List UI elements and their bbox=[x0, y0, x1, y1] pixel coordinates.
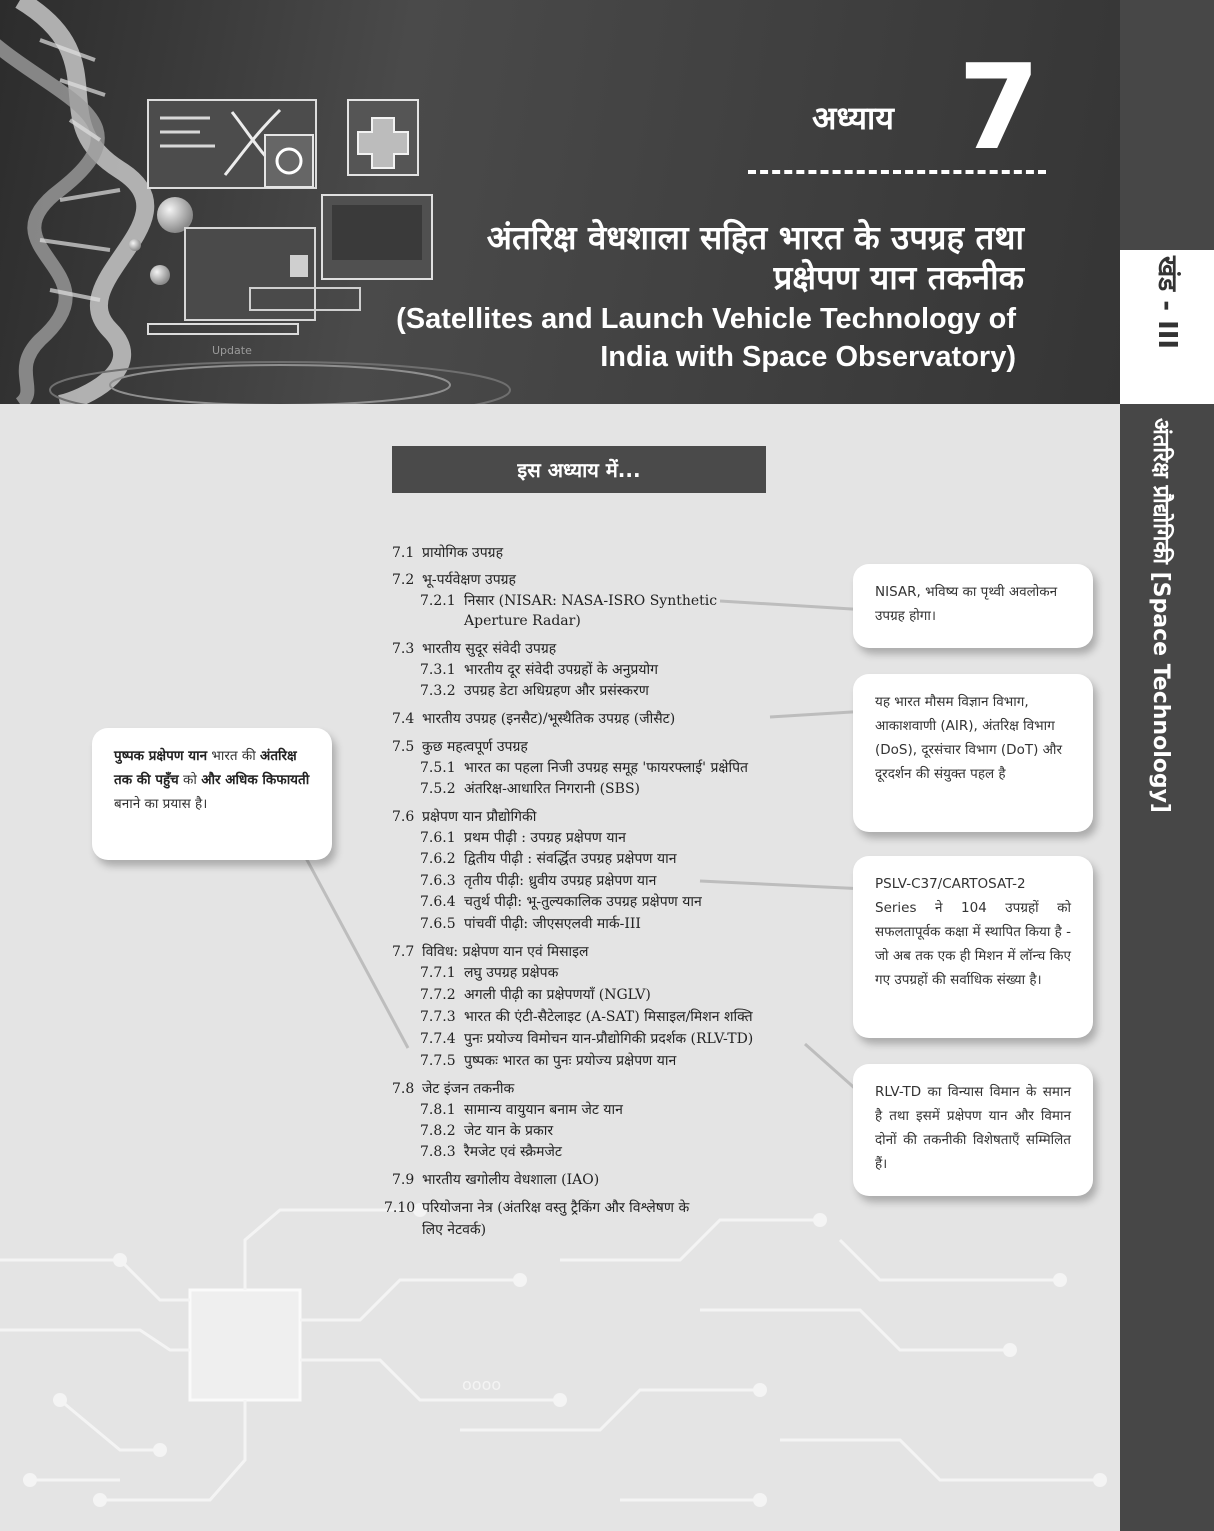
in-chapter-heading: इस अध्याय में... bbox=[392, 446, 766, 493]
toc-subitem: 7.3.1 भारतीय दूर संवेदी उपग्रहों के अनुप्रयोग bbox=[420, 662, 659, 678]
subject-label: अंतरिक्ष प्रौद्योगिकी [Space Technology] bbox=[1148, 418, 1173, 813]
toc-subitem: 7.8.3 रैमजेट एवं स्क्रैमजेट bbox=[420, 1144, 562, 1160]
toc-item: 7.9 भारतीय खगोलीय वेधशाला (IAO) bbox=[392, 1172, 600, 1188]
section-label: खंड - III bbox=[1152, 256, 1182, 350]
toc-item: लिए नेटवर्क) bbox=[422, 1222, 487, 1238]
toc-item: 7.7 विविध: प्रक्षेपण यान एवं मिसाइल bbox=[392, 944, 589, 960]
callout-rlv: RLV-TD का विन्यास विमान के समान है तथा इसमें प्रक्षेपण यान और विमान दोनों की तकनीकी विशेषताएँ सम्मिलित हैं। bbox=[853, 1064, 1093, 1196]
toc-subitem: 7.8.2 जेट यान के प्रकार bbox=[420, 1123, 554, 1139]
toc-subitem: 7.6.4 चतुर्थ पीढ़ी: भू-तुल्यकालिक उपग्रह प्रक्षेपण यान bbox=[420, 894, 702, 910]
toc-subitem: Aperture Radar) bbox=[464, 613, 581, 629]
toc-subitem: 7.6.3 तृतीय पीढ़ी: ध्रुवीय उपग्रह प्रक्षेपण यान bbox=[420, 873, 657, 889]
title-hindi-line-2: प्रक्षेपण यान तकनीक bbox=[773, 258, 1024, 297]
toc-subitem: 7.5.2 अंतरिक्ष-आधारित निगरानी (SBS) bbox=[420, 781, 640, 797]
toc-item: 7.6 प्रक्षेपण यान प्रौद्योगिकी bbox=[392, 809, 537, 825]
toc-subitem: 7.7.1 लघु उपग्रह प्रक्षेपक bbox=[420, 965, 559, 981]
update-label: Update bbox=[212, 344, 252, 357]
toc-item: 7.2 भू-पर्यवेक्षण उपग्रह bbox=[392, 572, 516, 588]
callout-nisar: NISAR, भविष्य का पृथ्वी अवलोकन उपग्रह होगा। bbox=[853, 564, 1093, 648]
title-hindi-line-1: अंतरिक्ष वेधशाला सहित भारत के उपग्रह तथा bbox=[486, 218, 1024, 257]
toc-subitem: 7.3.2 उपग्रह डेटा अधिग्रहण और प्रसंस्करण bbox=[420, 683, 649, 699]
toc-item: 7.5 कुछ महत्वपूर्ण उपग्रह bbox=[392, 739, 528, 755]
toc-subitem: 7.7.5 पुष्पकः भारत का पुनः प्रयोज्य प्रक्षेपण यान bbox=[420, 1053, 677, 1069]
toc-subitem: 7.6.1 प्रथम पीढ़ी : उपग्रह प्रक्षेपण यान bbox=[420, 830, 626, 846]
toc-item: 7.4 भारतीय उपग्रह (इनसैट)/भूस्थैतिक उपग्रह (जीसैट) bbox=[392, 711, 676, 727]
chapter-number: 7 bbox=[958, 38, 1041, 176]
callout-pushpak: पुष्पक प्रक्षेपण यान भारत की अंतरिक्ष तक की पहुँच को और अधिक किफायती बनाने का प्रयास है। bbox=[92, 728, 332, 860]
toc-subitem: 7.6.2 द्वितीय पीढ़ी : संवर्द्धित उपग्रह प्रक्षेपण यान bbox=[420, 851, 677, 867]
toc-subitem: 7.7.3 भारत की एंटी-सैटेलाइट (A-SAT) मिसाइल/मिशन शक्ति bbox=[420, 1009, 753, 1025]
callout-insat: यह भारत मौसम विज्ञान विभाग, आकाशवाणी (AIR), अंतरिक्ष विभाग (DoS), दूरसंचार विभाग (DoT) और दूरदर्शन की संयुक्त पहल है bbox=[853, 674, 1093, 832]
callout-pslv: PSLV-C37/CARTOSAT-2 Series ने 104 उपग्रहों को सफलतापूर्वक कक्षा में स्थापित किया है - जो अब तक एक ही मिशन में लॉन्च किए गए उपग्रहों की सर्वाधिक संख्या है। bbox=[853, 856, 1093, 1038]
toc-item: 7.8 जेट इंजन तकनीक bbox=[392, 1081, 515, 1097]
title-english-line-1: (Satellites and Launch Vehicle Technology of bbox=[396, 303, 1016, 335]
toc-subitem: 7.2.1 निसार (NISAR: NASA-ISRO Synthetic bbox=[420, 593, 718, 609]
title-english-line-2: India with Space Observatory) bbox=[600, 341, 1016, 373]
toc-item: 7.3 भारतीय सुदूर संवेदी उपग्रह bbox=[392, 641, 557, 657]
toc-subitem: 7.8.1 सामान्य वायुयान बनाम जेट यान bbox=[420, 1102, 623, 1118]
toc-subitem: 7.7.2 अगली पीढ़ी का प्रक्षेपणयाँ (NGLV) bbox=[420, 987, 651, 1003]
toc-subitem: 7.5.1 भारत का पहला निजी उपग्रह समूह 'फायरफ्लाई' प्रक्षेपित bbox=[420, 760, 749, 776]
toc-item: 7.10 परियोजना नेत्र (अंतरिक्ष वस्तु ट्रैकिंग और विश्लेषण के bbox=[384, 1200, 690, 1216]
toc-subitem: 7.6.5 पांचवीं पीढ़ी: जीएसएलवी मार्क-III bbox=[420, 916, 641, 932]
chapter-word: अध्याय bbox=[812, 99, 894, 137]
toc-subitem: 7.7.4 पुनः प्रयोज्य विमोचन यान-प्रौद्योगिकी प्रदर्शक (RLV-TD) bbox=[420, 1031, 754, 1047]
toc-item: 7.1 प्रायोगिक उपग्रह bbox=[392, 545, 504, 561]
circuit-dots: oooo bbox=[462, 1375, 502, 1394]
